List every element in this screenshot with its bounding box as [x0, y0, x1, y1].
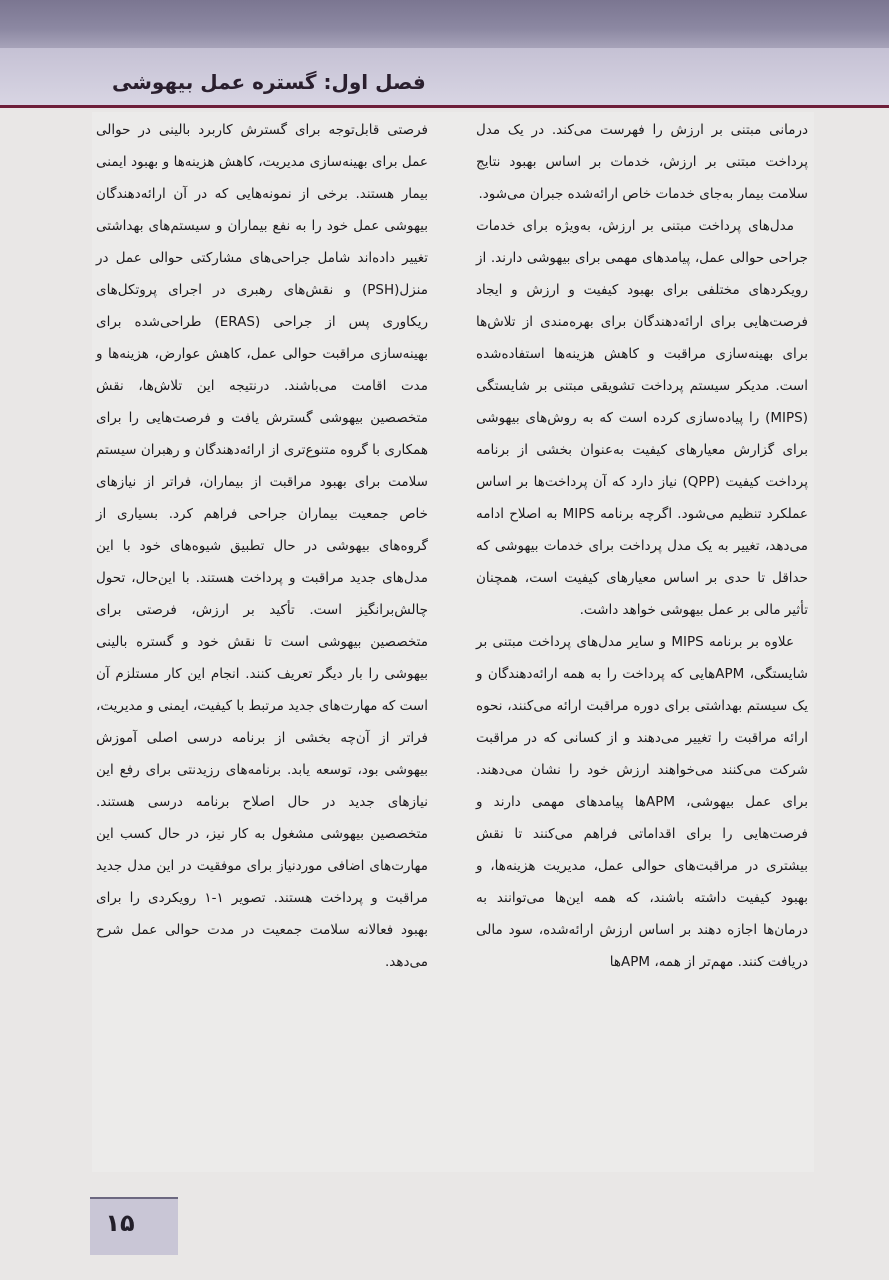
top-color-band [0, 0, 889, 48]
paragraph: مدل‌های پرداخت مبتنی بر ارزش، به‌ویژه برای خدمات جراحی حوالی عمل، پیامدهای مهمی برای بیهوشی دارند. از رویکردهای مختلفی برای بهبود کیفیت و ارزش و ایجاد فرصت‌هایی برای ارائه‌دهندگان برای بهره‌مندی از تلاش‌ها برای بهینه‌سازی مراقبت و کاهش هزینه‌ها استفاده‌شده است. مدیکر سیستم پرداخت تشویقی مبتنی بر شایستگی (MIPS) را پیاده‌سازی کرده است که به روش‌های بیهوشی برای گزارش معیارهای کیفیت به‌عنوان بخشی از برنامه پرداخت کیفیت (QPP) نیاز دارد که آن پرداخت‌ها بر اساس عملکرد تنظیم می‌شود. اگرچه برنامه MIPS به اصلاح ادامه می‌دهد، تغییر به یک مدل پرداخت برای خدمات بیهوشی که حداقل تا حدی بر اساس معیارهای کیفیت است، همچنان تأثیر مالی بر عمل بیهوشی خواهد داشت. [476, 218, 808, 618]
right-column [476, 114, 808, 978]
page-number-box [90, 1197, 178, 1255]
paragraph: فرصتی قابل‌توجه برای گسترش کاربرد بالینی در حوالی عمل برای بهینه‌سازی مدیریت، کاهش هزینه‌ها و بهبود ایمنی بیمار هستند. برخی از نمونه‌هایی که در آن ارائه‌دهندگان بیهوشی عمل خود را به نفع بیماران و سیستم‌های بهداشتی تغییر داده‌اند شامل جراحی‌های مشارکتی حوالی عمل در منزل(PSH) و نقش‌های رهبری در اجرای پروتکل‌های ریکاوری پس از جراحی (ERAS) طراحی‌شده برای بهینه‌سازی مراقبت حوالی عمل، کاهش عوارض، هزینه‌ها و مدت اقامت می‌باشند. درنتیجه این تلاش‌ها، نقش متخصصین بیهوشی گسترش یافت و فرصت‌هایی را برای همکاری با گروه متنوع‌تری از ارائه‌دهندگان و رهبران سیستم سلامت برای بهبود مراقبت از بیماران، فراتر از نیازهای خاص جمعیت بیماران جراحی فراهم کرد. بسیاری از گروه‌های بیهوشی در حال تطبیق شیوه‌های خود با این مدل‌های جدید مراقبت و پرداخت هستند. با این‌حال، تحول چالش‌برانگیز است. تأکید بر ارزش، فرصتی برای متخصصین بیهوشی است تا نقش خود و گستره بالینی بیهوشی را بار دیگر تعریف کنند. انجام این کار مستلزم آن است که مهارت‌های جدید مرتبط با کیفیت، ایمنی و مدیریت، فراتر از آن‌چه بخشی از برنامه درسی اصلی آموزش بیهوشی بود، توسعه یابد. برنامه‌های رزیدنتی برای رفع این نیازهای جدید در حال اصلاح برنامه درسی هستند. متخصصین بیهوشی مشغول به کار نیز، در حال کسب این مهارت‌های اضافی موردنیاز برای موفقیت در این مدل جدید مراقبت و پرداخت هستند. تصویر ۱-۱ رویکردی را برای بهبود فعالانه سلامت جمعیت در مدت حوالی عمل شرح می‌دهد. [96, 122, 428, 970]
left-column [96, 114, 428, 978]
paragraph: درمانی مبتنی بر ارزش را فهرست می‌کند. در یک مدل پرداخت مبتنی بر ارزش، خدمات بر اساس بهبود نتایج سلامت بیمار به‌جای خدمات خاص ارائه‌شده جبران می‌شود. [476, 122, 808, 202]
chapter-title: فصل اول: گستره عمل بیهوشی [112, 70, 426, 94]
paragraph: علاوه بر برنامه MIPS و سایر مدل‌های پرداخت مبتنی بر شایستگی، APMهایی که پرداخت را به همه ارائه‌دهندگان و یک سیستم بهداشتی برای دوره مراقبت ارائه می‌کنند، نحوه ارائه مراقبت را تغییر می‌دهند و از کسانی که در مراقبت شرکت می‌کنند می‌خواهند ارزش خود را نشان می‌دهند. برای عمل بیهوشی، APMها پیامدهای مهمی دارند و فرصت‌هایی را برای اقداماتی فراهم می‌کنند تا نقش بیشتری در مراقبت‌های حوالی عمل، مدیریت هزینه‌ها، و بهبود کیفیت داشته باشند، که همه این‌ها می‌توانند به درمان‌ها اجازه دهند بر اساس ارزش ارائه‌شده، سود مالی دریافت کنند. مهم‌تر از همه، APMها [476, 634, 808, 970]
page-number: ۱۵ [105, 1209, 135, 1237]
